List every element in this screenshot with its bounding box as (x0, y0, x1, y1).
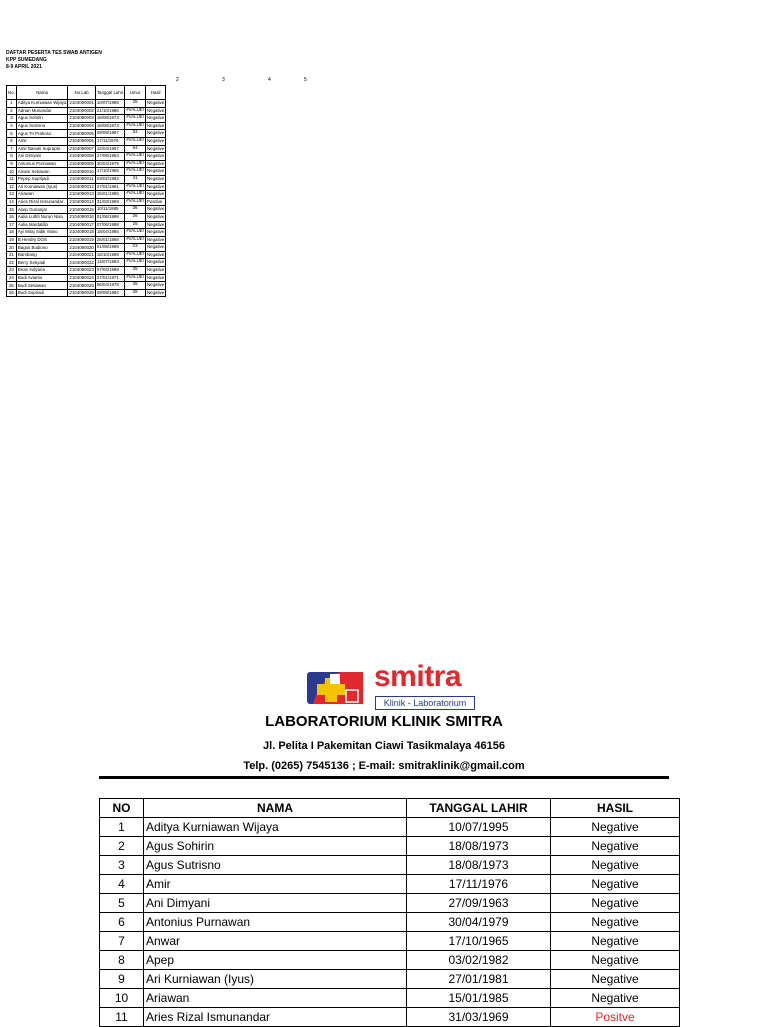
table-row (100, 932, 680, 951)
row-birth-date: 12/04/1967 (95, 145, 124, 153)
result-row-birth-date: 27/01/1981 (407, 970, 551, 989)
row-age: #VALUE! (125, 153, 146, 161)
row-birth-date: 07/06/1998 (95, 221, 124, 229)
result-row-result: Negative (551, 989, 680, 1008)
table-row (7, 191, 166, 199)
row-lab-number: 2104090022 (69, 259, 94, 265)
row-no: 7 (7, 145, 17, 153)
attendee-sheet (6, 50, 307, 296)
table-row (100, 856, 680, 875)
row-lab-number: 2104090004 (69, 123, 94, 129)
result-row-result: Positve (551, 1008, 680, 1027)
row-lab-number: 2104090001 (69, 100, 94, 106)
result-table-body (100, 818, 680, 1027)
row-age: #VALUE! (125, 198, 146, 206)
result-row-result: Negative (551, 951, 680, 970)
table-row (100, 970, 680, 989)
row-lab-number: 2104090023 (69, 267, 94, 273)
row-name: Budi Avianto (16, 274, 68, 282)
row-birth-date: 27/01/1971 (95, 274, 124, 282)
result-row-no: 1 (100, 818, 144, 837)
row-age: #VALUE! (125, 107, 146, 115)
result-row-birth-date: 27/09/1963 (407, 894, 551, 913)
row-name: Budi Setiawan (16, 282, 68, 290)
lab-address: Jl. Pelita I Pakemitan Ciawi Tasikmalaya 46156 (263, 740, 505, 752)
result-row-birth-date: 10/07/1995 (407, 818, 551, 837)
result-row-birth-date: 17/11/1976 (407, 875, 551, 894)
row-no: 21 (7, 251, 17, 259)
row-lab-number: 2104090017 (69, 221, 94, 227)
row-age: 26 (125, 213, 146, 221)
row-lab-number: 2104090015 (69, 206, 94, 212)
result-row-birth-date: 17/10/1965 (407, 932, 551, 951)
result-row-name: Ari Kurniawan (Iyus) (144, 970, 407, 989)
table-row (100, 913, 680, 932)
row-no: 6 (7, 137, 17, 145)
row-no: 1 (7, 100, 17, 108)
row-birth-date: 27/01/1981 (95, 183, 124, 191)
table-row (7, 244, 166, 252)
row-name: Pepep Suprijadi (16, 175, 68, 183)
row-birth-date: 10/11/1985 (95, 206, 124, 214)
row-no: 16 (7, 213, 17, 221)
table-row (7, 267, 166, 275)
table-row (7, 183, 166, 191)
table-row (7, 198, 166, 206)
table-row (7, 115, 166, 123)
row-lab-number: 2104090002 (69, 107, 94, 113)
result-row-result: Negative (551, 932, 680, 951)
row-name: Bagus Budiono (16, 244, 68, 252)
result-row-birth-date: 03/02/1982 (407, 951, 551, 970)
row-birth-date: 18/08/1973 (95, 115, 124, 123)
row-name: Amir (16, 137, 68, 145)
row-birth-date: 17/11/1976 (95, 137, 124, 145)
header-lab-number: No Lab (68, 86, 95, 100)
row-birth-date: 27/09/1963 (95, 153, 124, 161)
result-row-name: Ani Dimyani (144, 894, 407, 913)
result-row-name: Agus Sohirin (144, 837, 407, 856)
row-result: Negative (145, 267, 165, 275)
row-result: Negative (145, 100, 165, 108)
row-result: Negative (145, 244, 165, 252)
row-age: 26 (125, 100, 146, 108)
row-birth-date: 06/04/1978 (95, 282, 124, 290)
row-result: Negative (145, 137, 165, 145)
row-age: 36 (125, 206, 146, 214)
result-row-result: Negative (551, 894, 680, 913)
row-lab-number: 2104090014 (69, 199, 94, 205)
result-row-result: Negative (551, 818, 680, 837)
row-lab-number: 2104090005 (69, 130, 94, 136)
result-row-result: Negative (551, 837, 680, 856)
row-lab-number: 2104090024 (69, 274, 94, 280)
row-no: 3 (7, 115, 17, 123)
table-row (7, 289, 166, 297)
row-birth-date: 18/08/1973 (95, 122, 124, 130)
result-row-result: Negative (551, 875, 680, 894)
row-name: Ani Dimyani (16, 153, 68, 161)
row-name: B Hendry DOS (16, 236, 68, 244)
row-birth-date: 10/07/1995 (95, 100, 124, 108)
header-result: Hasil (145, 86, 165, 100)
row-result: Negative (145, 145, 165, 153)
result-row-result: Negative (551, 970, 680, 989)
row-age: 23 (125, 244, 146, 252)
row-no: 10 (7, 168, 17, 176)
row-lab-number: 2104090003 (69, 115, 94, 121)
row-age: #VALUE! (125, 191, 146, 199)
result-table (99, 798, 680, 1027)
brand-name: smitra (374, 660, 462, 693)
row-lab-number: 2104090020 (69, 244, 94, 250)
table-row (100, 875, 680, 894)
row-no: 15 (7, 206, 17, 214)
row-name: Aries Rizal Ismunandar (16, 198, 68, 206)
table-row (100, 818, 680, 837)
row-lab-number: 2104090016 (69, 214, 94, 220)
row-no: 24 (7, 274, 17, 282)
table-row (7, 145, 166, 153)
table-row (100, 894, 680, 913)
attendee-table-header (7, 86, 166, 100)
row-name: Aditya Kurniawan Wijaya (17, 100, 67, 106)
row-name: Anwar Setiawan (16, 168, 68, 176)
row-result: Negative (145, 274, 165, 282)
row-no: 25 (7, 282, 17, 290)
row-age: #VALUE! (125, 183, 146, 191)
row-lab-number: 2104090025 (69, 282, 94, 288)
row-no: 9 (7, 160, 17, 168)
row-result: Negative (145, 115, 165, 123)
result-row-no: 2 (100, 837, 144, 856)
result-header-name: NAMA (144, 799, 407, 818)
row-age: #VALUE! (125, 236, 146, 244)
table-row (7, 175, 166, 183)
header-divider (99, 776, 669, 779)
row-result: Negative (145, 107, 165, 115)
table-row (7, 130, 166, 138)
row-age: #VALUE! (125, 122, 146, 130)
row-lab-number: 2104090007 (69, 145, 94, 151)
row-no: 8 (7, 153, 17, 161)
table-row (100, 989, 680, 1008)
table-row (7, 168, 166, 176)
column-number: 5 (304, 77, 307, 83)
header-name: Nama (16, 86, 68, 100)
result-row-name: Apep (144, 951, 407, 970)
row-age: #VALUE! (125, 229, 146, 237)
table-row (7, 251, 166, 259)
row-name: Aulia Mardatilla (16, 221, 68, 229)
row-result: Negative (145, 130, 165, 138)
attendee-table-body (7, 100, 166, 297)
row-lab-number: 2104090011 (69, 176, 94, 182)
row-name: Asep Gunanjar (16, 206, 68, 214)
result-row-no: 7 (100, 932, 144, 951)
row-name: Adnan Munandar (16, 107, 68, 115)
row-name: Agus Sutrisno (16, 122, 68, 130)
row-lab-number: 2104090019 (69, 236, 94, 242)
row-birth-date: 09/09/1987 (95, 130, 124, 138)
sheet-title (6, 50, 102, 71)
row-no: 22 (7, 259, 17, 267)
row-result: Negative (145, 221, 165, 229)
row-name: Agus Tri Prakoso (16, 130, 68, 138)
row-age: 25 (125, 221, 146, 229)
row-no: 11 (7, 175, 17, 183)
result-row-name: Aditya Kurniawan Wijaya (144, 818, 407, 837)
row-result: Positive (145, 198, 165, 206)
result-row-name: Aries Rizal Ismunandar (144, 1008, 407, 1027)
row-result: Negative (145, 168, 165, 176)
table-row (100, 951, 680, 970)
table-row (7, 107, 166, 115)
column-number: 4 (268, 77, 271, 83)
result-row-name: Amir (144, 875, 407, 894)
result-row-no: 11 (100, 1008, 144, 1027)
row-birth-date: 30/04/1979 (95, 160, 124, 168)
row-no: 23 (7, 267, 17, 275)
table-row (7, 122, 166, 130)
row-result: Negative (145, 229, 165, 237)
result-row-name: Agus Sutrisno (144, 856, 407, 875)
row-no: 13 (7, 191, 17, 199)
row-result: Negative (145, 191, 165, 199)
row-lab-number: 2104090021 (69, 252, 94, 258)
table-row (7, 213, 166, 221)
table-row (7, 137, 166, 145)
row-result: Negative (145, 122, 165, 130)
result-row-no: 3 (100, 856, 144, 875)
sheet-title-line: KPP SUMEDANG (6, 57, 47, 63)
row-name: Ayi Miraj Sidik Yatno (16, 229, 68, 237)
result-row-birth-date: 31/03/1969 (407, 1008, 551, 1027)
row-age: #VALUE! (125, 137, 146, 145)
row-age: 34 (125, 130, 146, 138)
result-row-name: Anwar (144, 932, 407, 951)
sheet-title-line: 8-9 APRIL 2021 (6, 64, 42, 70)
row-name: Ariawan (16, 191, 68, 199)
row-result: Negative (145, 289, 165, 297)
lab-contact: Telp. (0265) 7545136 ; E-mail: smitraklinik@gmail.com (243, 760, 525, 772)
row-result: Negative (145, 236, 165, 244)
row-name: Ari Kurniawan (Iyus) (16, 183, 68, 191)
table-row (7, 236, 166, 244)
header-no: No. (7, 86, 17, 100)
row-result: Negative (145, 183, 165, 191)
row-result: Negative (145, 175, 165, 183)
row-no: 5 (7, 130, 17, 138)
row-birth-date: 03/02/1982 (95, 175, 124, 183)
row-birth-date: 21/10/1986 (95, 107, 124, 115)
result-header-no: NO (100, 799, 144, 818)
row-no: 17 (7, 221, 17, 229)
row-name: Amir Basuki Suprapto (16, 145, 68, 153)
result-row-no: 4 (100, 875, 144, 894)
brand-subtitle: Klinik - Laboratorium (375, 696, 475, 710)
result-header-birth-date: TANGGAL LAHIR (407, 799, 551, 818)
row-lab-number: 2104090018 (69, 229, 94, 235)
column-numbers (6, 77, 316, 85)
result-row-no: 8 (100, 951, 144, 970)
row-age: 45 (125, 282, 146, 290)
result-row-no: 10 (100, 989, 144, 1008)
result-row-birth-date: 18/08/1973 (407, 837, 551, 856)
row-birth-date: 13/07/1983 (95, 259, 124, 267)
row-lab-number: 2104090026 (69, 290, 94, 296)
header-age: Umur (125, 86, 146, 100)
table-row (7, 100, 166, 108)
row-age: #VALUE! (125, 251, 146, 259)
row-age: 35 (125, 267, 146, 275)
row-result: Negative (145, 259, 165, 267)
table-row (7, 221, 166, 229)
row-birth-date: 15/01/1985 (95, 191, 124, 199)
header-birth-date: Tanggal Lahir (95, 86, 124, 100)
row-lab-number: 2104090008 (69, 153, 94, 159)
result-row-no: 9 (100, 970, 144, 989)
attendee-table (6, 85, 166, 297)
result-row-result: Negative (551, 856, 680, 875)
row-age: 39 (125, 289, 146, 297)
result-row-birth-date: 30/04/1979 (407, 913, 551, 932)
row-birth-date: 31/03/1969 (95, 198, 124, 206)
row-age: #VALUE! (125, 115, 146, 123)
row-age: #VALUE! (125, 274, 146, 282)
row-birth-date: 26/01/1968 (95, 236, 124, 244)
row-no: 18 (7, 229, 17, 237)
table-row (7, 274, 166, 282)
table-row (7, 160, 166, 168)
table-row (7, 206, 166, 214)
row-no: 20 (7, 244, 17, 252)
row-no: 4 (7, 122, 17, 130)
row-name: Agus Sohirin (16, 115, 68, 123)
row-no: 19 (7, 236, 17, 244)
row-result: Negative (145, 251, 165, 259)
result-header-result: HASIL (551, 799, 680, 818)
row-birth-date: 17/10/1965 (95, 168, 124, 176)
row-name: Brian Indyana (16, 267, 68, 275)
row-lab-number: 2104090006 (69, 138, 94, 144)
result-row-result: Negative (551, 913, 680, 932)
row-no: 2 (7, 107, 17, 115)
result-table-header (100, 799, 680, 818)
row-birth-date: 18/04/1985 (95, 229, 124, 237)
table-row (100, 837, 680, 856)
result-row-name: Ariawan (144, 989, 407, 1008)
row-age: 41 (125, 175, 146, 183)
row-lab-number: 2104090012 (69, 183, 94, 189)
row-age: #VALUE! (125, 168, 146, 176)
row-name: Bambang (16, 251, 68, 259)
result-row-birth-date: 15/01/1985 (407, 989, 551, 1008)
row-result: Negative (145, 282, 165, 290)
row-result: Negative (145, 206, 165, 214)
row-name: Antonius Purnawan (16, 160, 68, 168)
row-birth-date: 01/06/1998 (95, 213, 124, 221)
row-no: 14 (7, 198, 17, 206)
table-row (7, 282, 166, 290)
clinic-cross-icon (305, 670, 367, 706)
row-age: 54 (125, 145, 146, 153)
row-lab-number: 2104090010 (69, 168, 94, 174)
table-row (7, 259, 166, 267)
result-row-no: 5 (100, 894, 144, 913)
smitra-logo (305, 660, 475, 712)
row-birth-date: 18/10/1999 (95, 251, 124, 259)
column-number: 2 (176, 77, 179, 83)
row-birth-date: 01/08/1999 (95, 244, 124, 252)
row-result: Negative (145, 213, 165, 221)
row-age: #VALUE! (125, 259, 146, 267)
table-row (7, 229, 166, 237)
row-name: Berry Setiyadi (16, 259, 68, 267)
row-name: Aulia Luthfi Nurun Nisa (16, 213, 68, 221)
lab-name: LABORATORIUM KLINIK SMITRA (265, 713, 503, 730)
row-birth-date: 07/03/1988 (95, 267, 124, 275)
result-row-birth-date: 18/08/1973 (407, 856, 551, 875)
row-result: Negative (145, 160, 165, 168)
row-name: Budi Supriadi (16, 289, 68, 297)
table-row (7, 153, 166, 161)
column-number: 3 (222, 77, 225, 83)
row-birth-date: 09/09/1984 (95, 289, 124, 297)
row-lab-number: 2104090013 (69, 191, 94, 197)
row-no: 26 (7, 289, 17, 297)
row-lab-number: 2104090009 (69, 161, 94, 167)
result-row-name: Antonius Purnawan (144, 913, 407, 932)
result-row-no: 6 (100, 913, 144, 932)
row-no: 12 (7, 183, 17, 191)
sheet-title-line: DAFTAR PESERTA TES SWAB ANTIGEN (6, 50, 102, 56)
row-age: #VALUE! (125, 160, 146, 168)
row-result: Negative (145, 153, 165, 161)
